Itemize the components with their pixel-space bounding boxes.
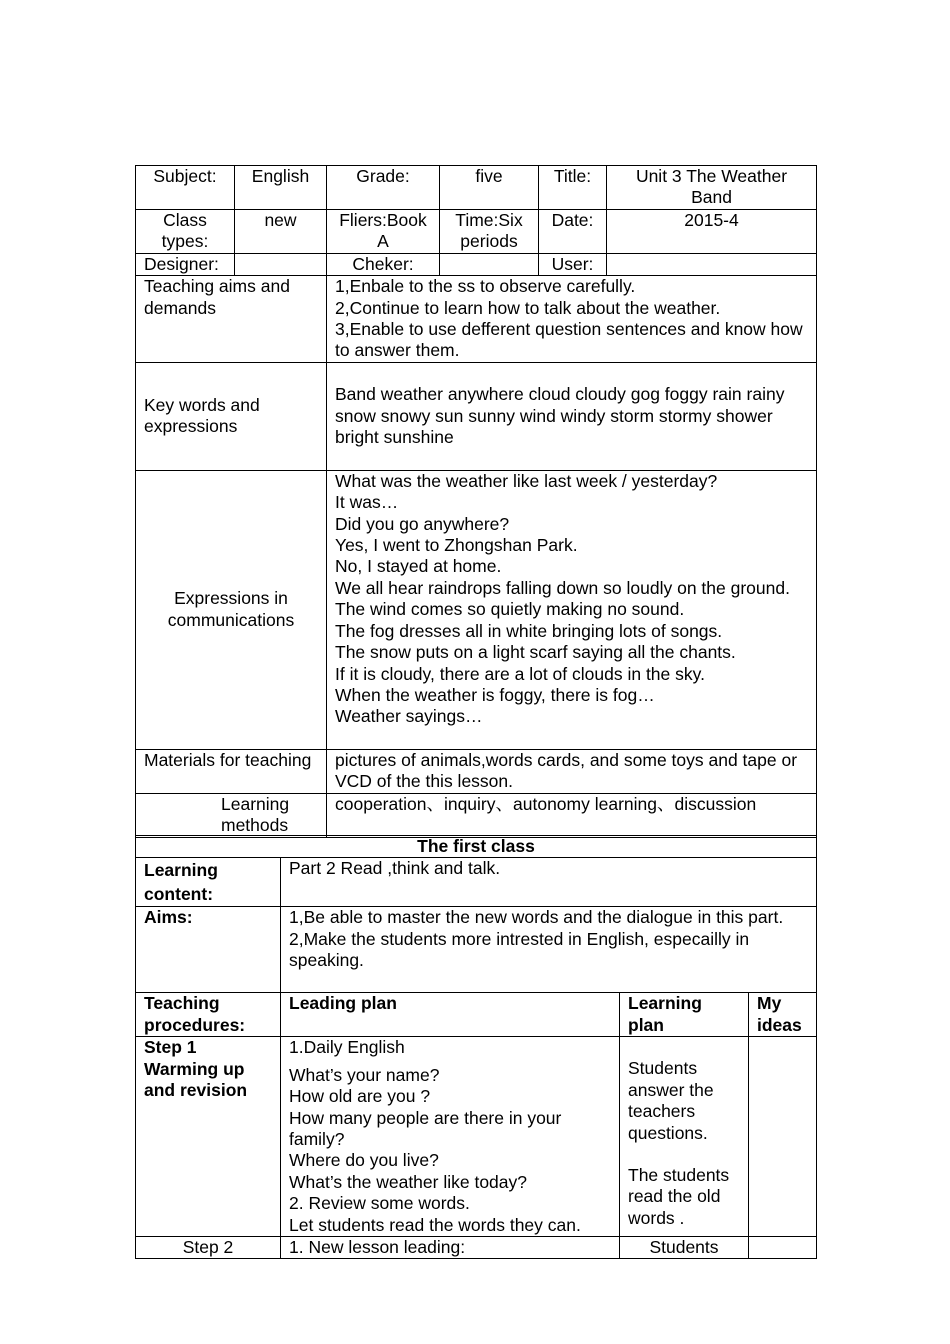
expression-line: The snow puts on a light scarf saying all the chants. <box>335 642 736 663</box>
step2-label: Step 2 <box>136 1237 281 1259</box>
class-aims-line: 2,Make the students more intrested in English, especailly in speaking. <box>289 928 750 971</box>
learning-content-row <box>136 858 817 907</box>
aims-line: 2,Continue to learn how to talk about the weather. <box>335 297 721 318</box>
first-class-heading: The first class <box>136 836 817 858</box>
expression-line: It was… <box>335 492 399 513</box>
learning-content-text: Part 2 Read ,think and talk. <box>281 858 817 907</box>
expression-line: Weather sayings… <box>335 706 483 727</box>
expression-line: No, I stayed at home. <box>335 556 502 577</box>
class-aims-content <box>281 907 817 993</box>
subject-label: Subject: <box>136 166 235 210</box>
aims-line: 3,Enable to use defferent question sentences and know how to answer them. <box>335 319 803 361</box>
step1-leading-line: Let students read the words they can. <box>289 1214 581 1235</box>
step2-ideas <box>749 1237 817 1259</box>
step2-learning: Students <box>620 1237 749 1259</box>
cheker-value <box>440 253 539 275</box>
step1-label: Step 1 Warming up and revision <box>136 1037 281 1237</box>
expressions-label: Expressions in communications <box>136 470 327 749</box>
expression-line: Did you go anywhere? <box>335 513 510 534</box>
book-value: Fliers:Book A <box>327 209 440 253</box>
step1-row <box>136 1037 817 1237</box>
step1-learning-line: The students read the old words . <box>628 1165 730 1228</box>
col-leading-plan: Leading plan <box>281 993 620 1037</box>
materials-label: Materials for teaching <box>136 749 327 793</box>
step1-leading <box>281 1037 620 1237</box>
step1-leading-line: How many people are there in your family? <box>289 1107 562 1150</box>
methods-row <box>136 793 817 837</box>
col-procedures: Teaching procedures: <box>136 993 281 1037</box>
step1-learning <box>620 1037 749 1237</box>
expression-line: The wind comes so quietly making no sound. <box>335 599 685 620</box>
aims-content <box>327 276 817 363</box>
step1-leading-line: Where do you live? <box>289 1150 439 1171</box>
class-aims-row <box>136 907 817 993</box>
expression-line: When the weather is foggy, there is fog… <box>335 684 655 705</box>
overview-block <box>135 165 816 838</box>
aims-line: 1,Enbale to the ss to observe carefully. <box>335 276 636 297</box>
subject-value: English <box>235 166 327 210</box>
time-value: Time:Six periods <box>440 209 539 253</box>
materials-content: pictures of animals,words cards, and some toys and tape or VCD of the this lesson. <box>327 749 817 793</box>
materials-row <box>136 749 817 793</box>
overview-table <box>135 165 817 838</box>
header-row-3 <box>136 253 817 275</box>
expression-line: If it is cloudy, there are a lot of clouds in the sky. <box>335 663 705 684</box>
step2-row <box>136 1237 817 1259</box>
cheker-label: Cheker: <box>327 253 440 275</box>
step1-leading-line: 2. Review some words. <box>289 1193 470 1214</box>
first-class-block <box>135 835 816 1259</box>
key-words-content: Band weather anywhere cloud cloudy gog foggy rain rainy snow snowy sun sunny wind windy storm stormy shower bright sunshine <box>327 362 817 470</box>
step2-leading: 1. New lesson leading: <box>281 1237 620 1259</box>
methods-content: cooperation、inquiry、autonomy learning、discussion <box>327 793 817 837</box>
grade-label: Grade: <box>327 166 440 210</box>
class-types-value: new <box>235 209 327 253</box>
aims-label: Teaching aims and demands <box>136 276 327 363</box>
step1-leading-line: 1.Daily English <box>289 1037 405 1058</box>
designer-value <box>235 253 327 275</box>
expressions-row <box>136 470 817 749</box>
expressions-content <box>327 470 817 749</box>
step1-learning-line: Students answer the teachers questions. <box>628 1058 714 1143</box>
first-class-heading-row <box>136 836 817 858</box>
expression-line: What was the weather like last week / yesterday? <box>335 470 718 491</box>
key-words-label: Key words and expressions <box>136 362 327 470</box>
methods-label <box>136 793 327 837</box>
step1-leading-line: What’s the weather like today? <box>289 1171 528 1192</box>
aims-row <box>136 276 817 363</box>
designer-label: Designer: <box>136 253 235 275</box>
step1-leading-line: What’s your name? <box>289 1064 440 1085</box>
col-my-ideas: My ideas <box>749 993 817 1037</box>
expression-line: We all hear raindrops falling down so loudly on the ground. <box>335 577 790 598</box>
key-words-row <box>136 362 817 470</box>
methods-label-text: Learning methods <box>221 793 290 836</box>
class-aims-label: Aims: <box>136 907 281 993</box>
header-row-2 <box>136 209 817 253</box>
date-value: 2015-4 <box>607 209 817 253</box>
learning-content-label: Learning content: <box>136 858 281 907</box>
class-types-label: Class types: <box>136 209 235 253</box>
date-label: Date: <box>539 209 607 253</box>
user-label: User: <box>539 253 607 275</box>
class-aims-line: 1,Be able to master the new words and the dialogue in this part. <box>289 907 784 928</box>
step1-ideas <box>749 1037 817 1237</box>
user-value <box>607 253 817 275</box>
expression-line: Yes, I went to Zhongshan Park. <box>335 535 578 556</box>
expression-line: The fog dresses all in white bringing lots of songs. <box>335 620 723 641</box>
col-learning-plan: Learning plan <box>620 993 749 1037</box>
procedures-header-row <box>136 993 817 1037</box>
title-value: Unit 3 The Weather Band <box>607 166 817 210</box>
title-label: Title: <box>539 166 607 210</box>
first-class-table <box>135 835 817 1259</box>
header-row-1 <box>136 166 817 210</box>
grade-value: five <box>440 166 539 210</box>
step1-leading-line: How old are you ? <box>289 1086 431 1107</box>
